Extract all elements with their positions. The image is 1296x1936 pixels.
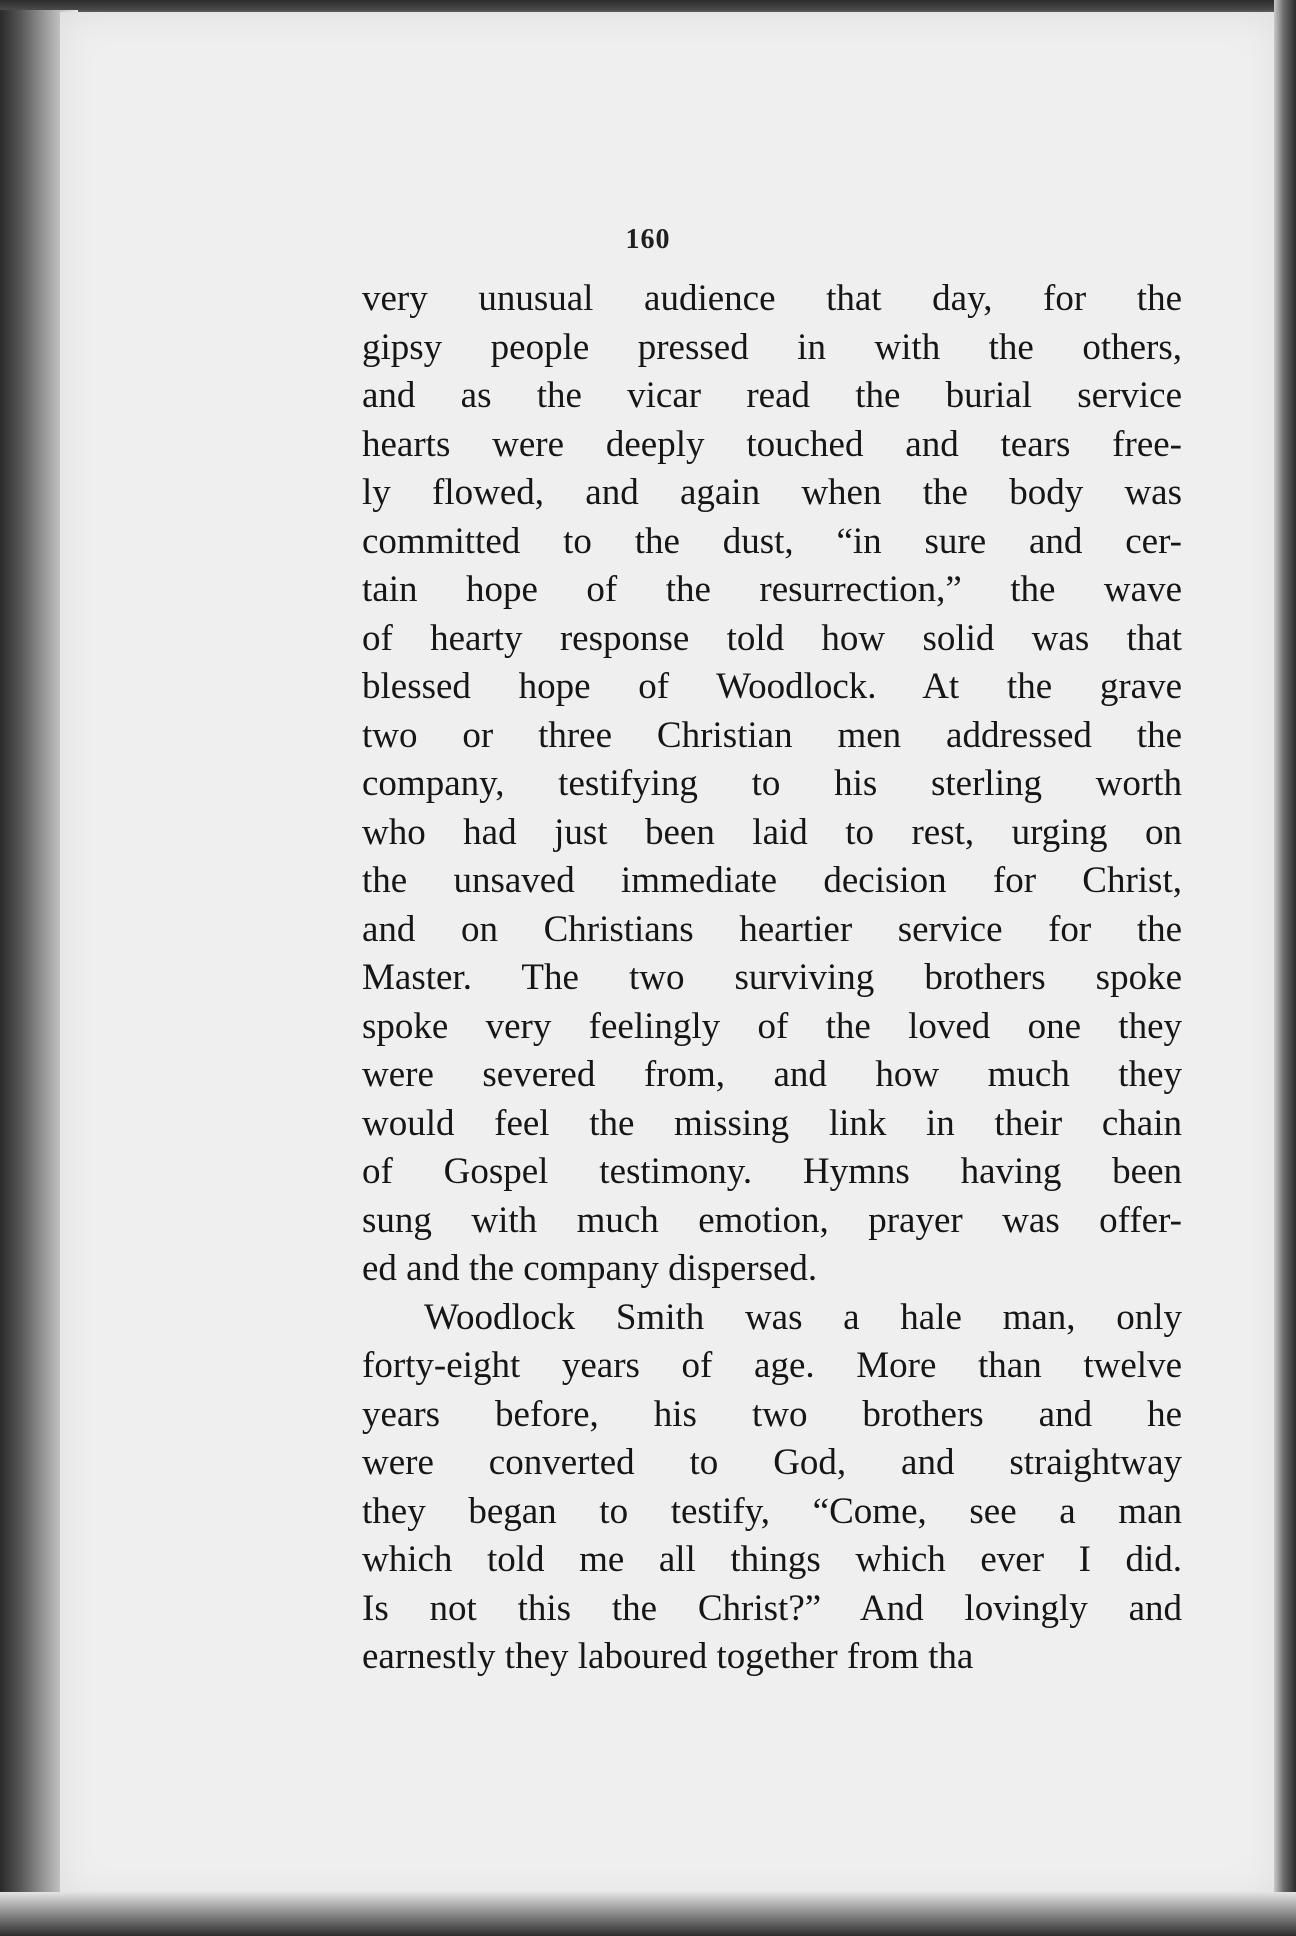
text-line: blessed hope of Woodlock. At the grave [362,666,1182,707]
text-line: the unsaved immediate decision for Christ, [362,860,1182,901]
text-line: very unusual audience that day, for the [362,278,1182,319]
text-line: were severed from, and how much they [362,1054,1182,1095]
body-text [362,275,1182,1682]
text-line: and as the vicar read the burial service [362,375,1182,416]
text-line: ed and the company dispersed. [362,1248,818,1289]
text-line: gipsy people pressed in with the others, [362,326,1182,368]
text-line: which told me all things which ever I did. [362,1539,1182,1580]
text-line: spoke very feelingly of the loved one they [362,1005,1182,1047]
text-line: Woodlock Smith was a hale man, only [424,1296,1182,1338]
text-line: sung with much emotion, prayer was offer- [362,1199,1182,1241]
text-line: Is not this the Christ?” And lovingly and [362,1587,1182,1629]
text-line: tain hope of the resurrection,” the wave [362,569,1182,610]
text-line: would feel the missing link in their chain [362,1102,1182,1144]
text-line: ly flowed, and again when the body was [362,472,1182,513]
text-line: Master. The two surviving brothers spoke [362,957,1182,998]
page-bottom-edge-shadow [0,1892,1296,1936]
text-line: committed to the dust, “in sure and cer- [362,520,1182,562]
text-line: were converted to God, and straightway [362,1442,1182,1483]
page-right-edge-shadow [1274,0,1296,1936]
page-number: 160 [625,224,671,255]
text-line: forty-eight years of age. More than twelve [362,1345,1182,1386]
text-line: earnestly they laboured together from tha [362,1636,974,1677]
text-line: of hearty response told how solid was that [362,617,1182,659]
text-line: they began to testify, “Come, see a man [362,1490,1182,1532]
text-line: years before, his two brothers and he [362,1393,1182,1435]
text-line: hearts were deeply touched and tears free- [362,423,1182,465]
text-line: company, testifying to his sterling worth [362,763,1182,804]
text-line: two or three Christian men addressed the [362,714,1182,756]
text-line: of Gospel testimony. Hymns having been [362,1151,1182,1192]
text-line: and on Christians heartier service for the [362,908,1182,950]
text-line: who had just been laid to rest, urging on [362,811,1182,853]
